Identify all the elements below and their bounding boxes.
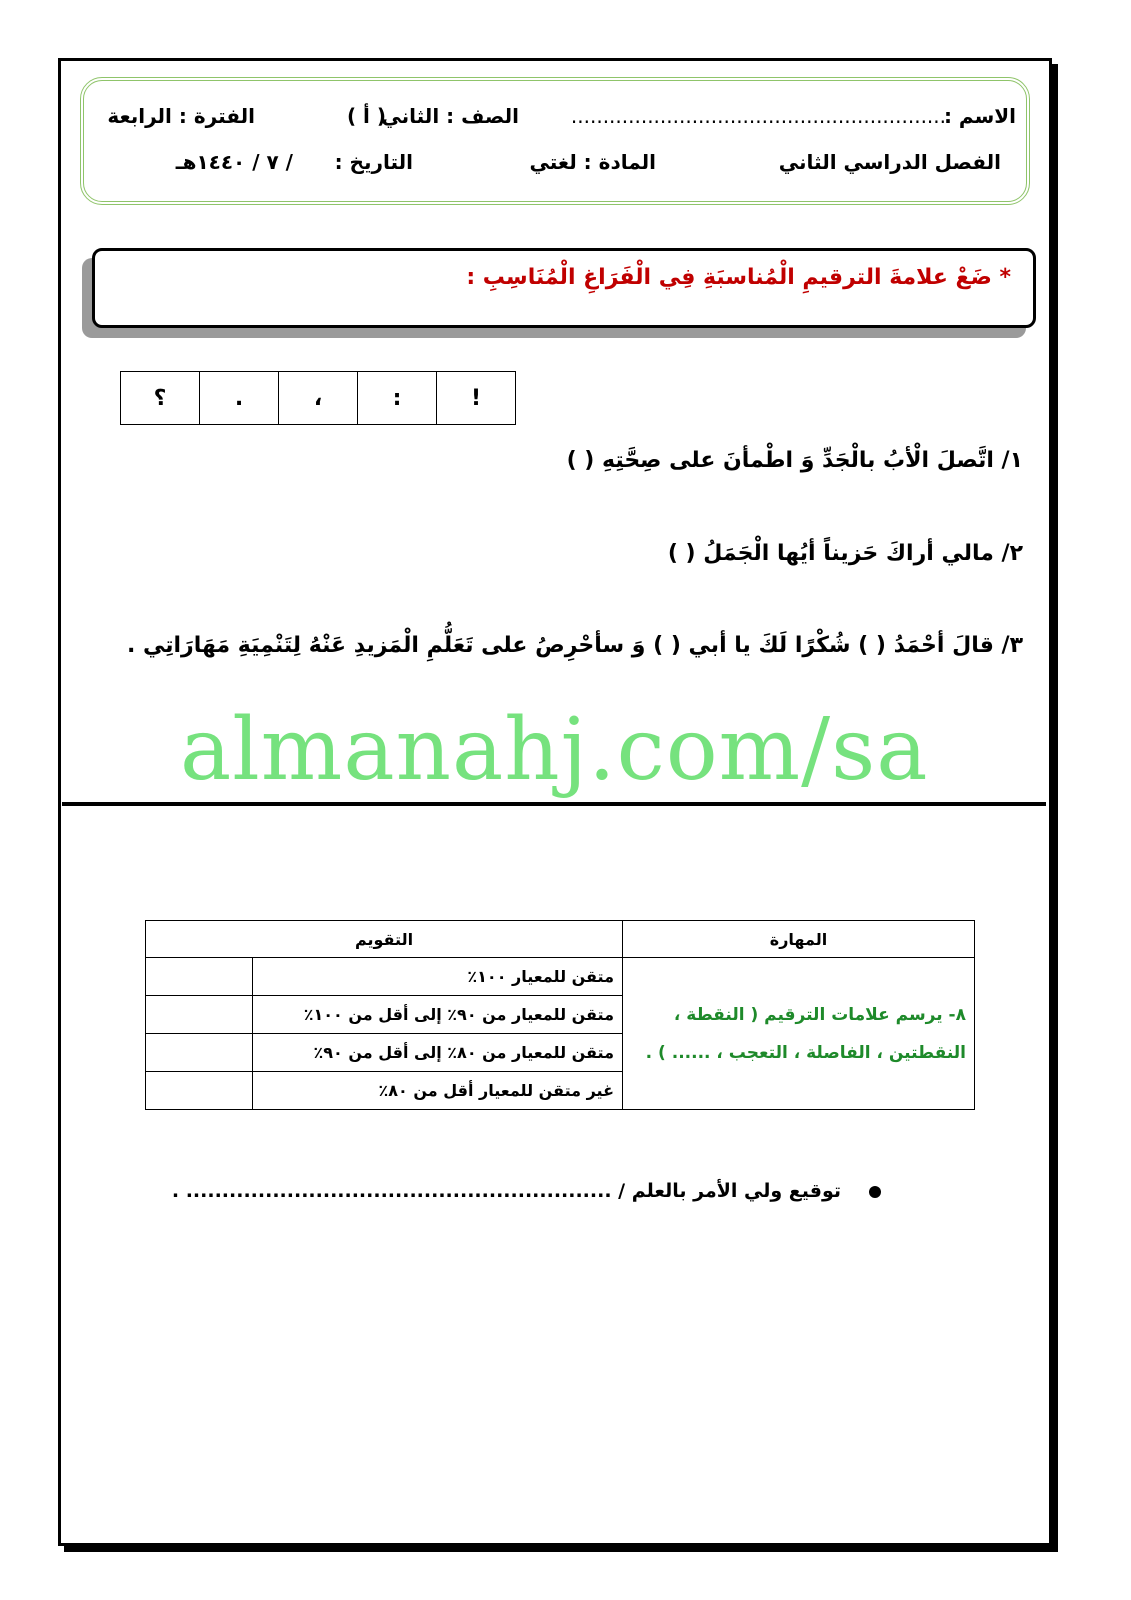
instruction-box [92,248,1036,328]
date-label: التاريخ : [334,150,413,174]
criterion-check[interactable] [146,958,253,996]
signature-line [172,1180,881,1202]
criterion-check[interactable] [146,996,253,1034]
question-1: ١/ اتَّصلَ الْأبُ بالْجَدِّ وَ اطْمأنَ على صِحَّتِهِ ( ) [566,448,1023,473]
header-box [80,77,1030,205]
instruction-text: * ضَعْ علامةَ الترقيمِ الْمُناسبَةِ فِي الْفَرَاغِ الْمُنَاسِبِ : [466,265,1011,290]
criterion-check[interactable] [146,1072,253,1110]
mark-exclamation: ! [437,372,516,425]
criterion-row: غير متقن للمعيار أقل من ٨٠٪ [253,1072,623,1110]
period-label: الفترة : الرابعة [107,104,255,128]
skill-header: المهارة [623,921,975,958]
name-label: الاسم : [943,104,1016,128]
mark-colon: : [358,372,437,425]
subject-label: المادة : لغتي [529,150,656,174]
mark-period: . [200,372,279,425]
watermark-link[interactable]: almanahj.com/sa [180,700,929,800]
eval-header: التقويم [146,921,623,958]
criterion-row: متقن للمعيار من ٨٠٪ إلى أقل من ٩٠٪ [253,1034,623,1072]
name-field[interactable]: ........................................................... [570,104,946,128]
date-value: / ٧ / ١٤٤٠هـ [175,150,293,174]
signature-text: توقيع ولي الأمر بالعلم / ........................................................... . [171,1180,841,1202]
punctuation-marks-table [120,371,516,425]
mark-question: ؟ [121,372,200,425]
skill-description [623,958,975,1110]
criterion-row: متقن للمعيار من ٩٠٪ إلى أقل من ١٠٠٪ [253,996,623,1034]
criterion-row: متقن للمعيار ١٠٠٪ [253,958,623,996]
grade-label: الصف : الثاني [381,104,519,128]
skill-line-2: النقطتين ، الفاصلة ، التعجب ، ...... ) . [645,1042,966,1063]
question-3: ٣/ قالَ أحْمَدُ ( ) شُكْرًا لَكَ يا أبي ( ) وَ سأحْرِصُ على تَعَلُّمِ الْمَزيدِ عَنْهُ لِتَنْمِيَةِ مَهَارَاتِي . [126,633,1023,658]
question-2: ٢/ مالي أراكَ حَزيناً أيُها الْجَمَلُ ( ) [667,541,1023,566]
class-section: ( أ ) [346,104,386,128]
mark-comma: ، [279,372,358,425]
skill-line-1: ٨- يرسم علامات الترقيم ( النقطة ، [673,1004,966,1025]
evaluation-table [145,920,975,1110]
semester-label: الفصل الدراسي الثاني [778,150,1001,174]
criterion-check[interactable] [146,1034,253,1072]
bullet-icon [869,1186,881,1198]
section-divider [62,802,1046,806]
